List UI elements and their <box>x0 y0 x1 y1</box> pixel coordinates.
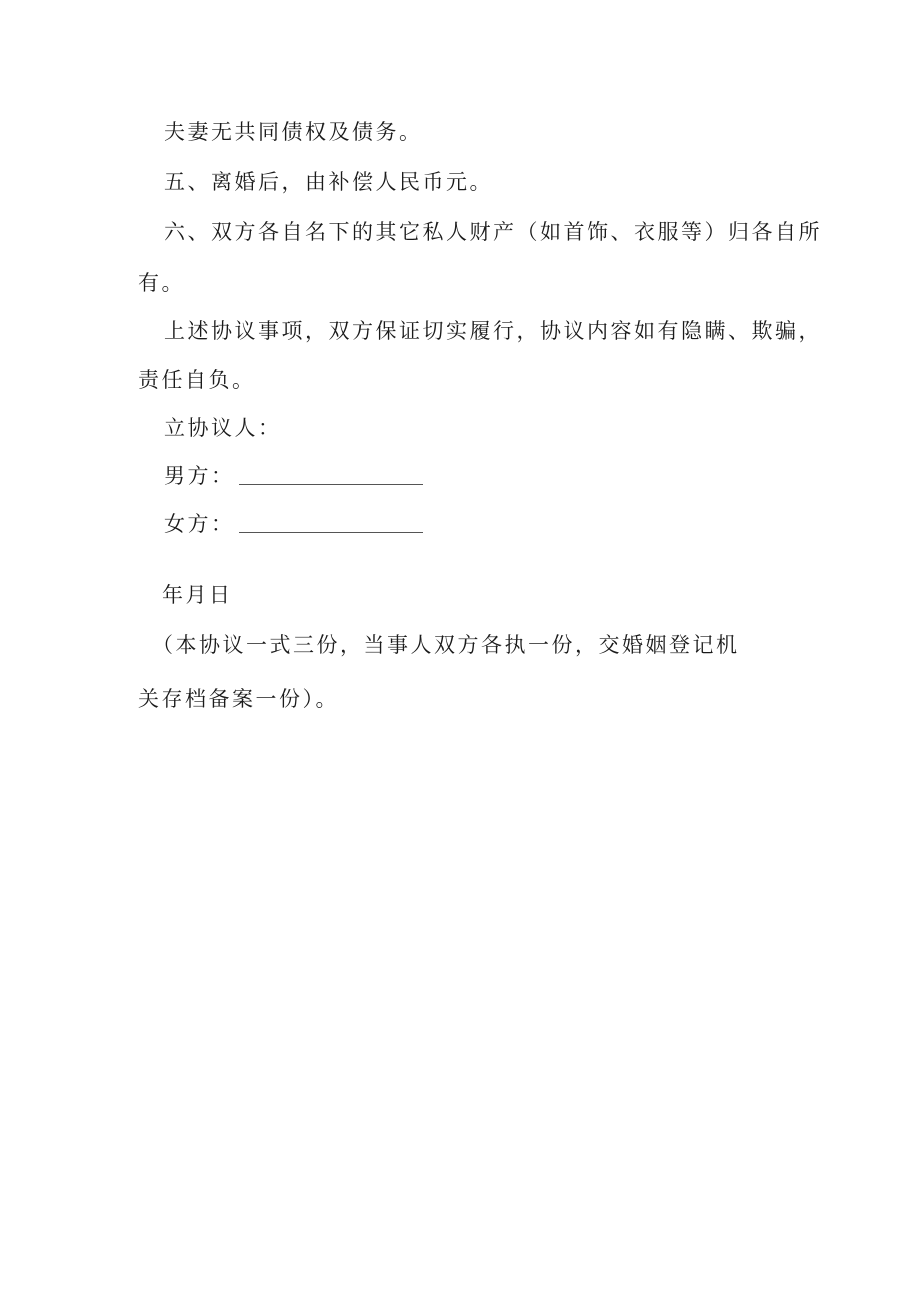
note-line-two: 关存档备案一份）。 <box>138 687 339 711</box>
paragraph-clause-six: 六、双方各自名下的其它私人财产（如首饰、衣服等）归各自所 <box>164 220 822 244</box>
male-signature-label: 男方： <box>164 464 235 488</box>
date-line: 年月日 <box>162 583 233 607</box>
paragraph-guarantee: 上述协议事项，双方保证切实履行，协议内容如有隐瞒、欺骗， <box>164 319 822 343</box>
paragraph-clause-six-continued: 有。 <box>138 271 185 295</box>
male-signature-blank <box>239 483 423 485</box>
male-signature-row <box>164 462 423 490</box>
female-signature-blank <box>239 531 423 533</box>
paragraph-debts: 夫妻无共同债权及债务。 <box>164 120 423 144</box>
paragraph-clause-five: 五、离婚后，由补偿人民币元。 <box>164 170 493 194</box>
note-line-one: （本协议一式三份，当事人双方各执一份，交婚姻登记机 <box>152 633 740 657</box>
female-signature-label: 女方： <box>164 512 235 536</box>
female-signature-row <box>164 510 423 538</box>
paragraph-guarantee-continued: 责任自负。 <box>138 368 256 392</box>
signatories-heading: 立协议人： <box>164 416 282 440</box>
